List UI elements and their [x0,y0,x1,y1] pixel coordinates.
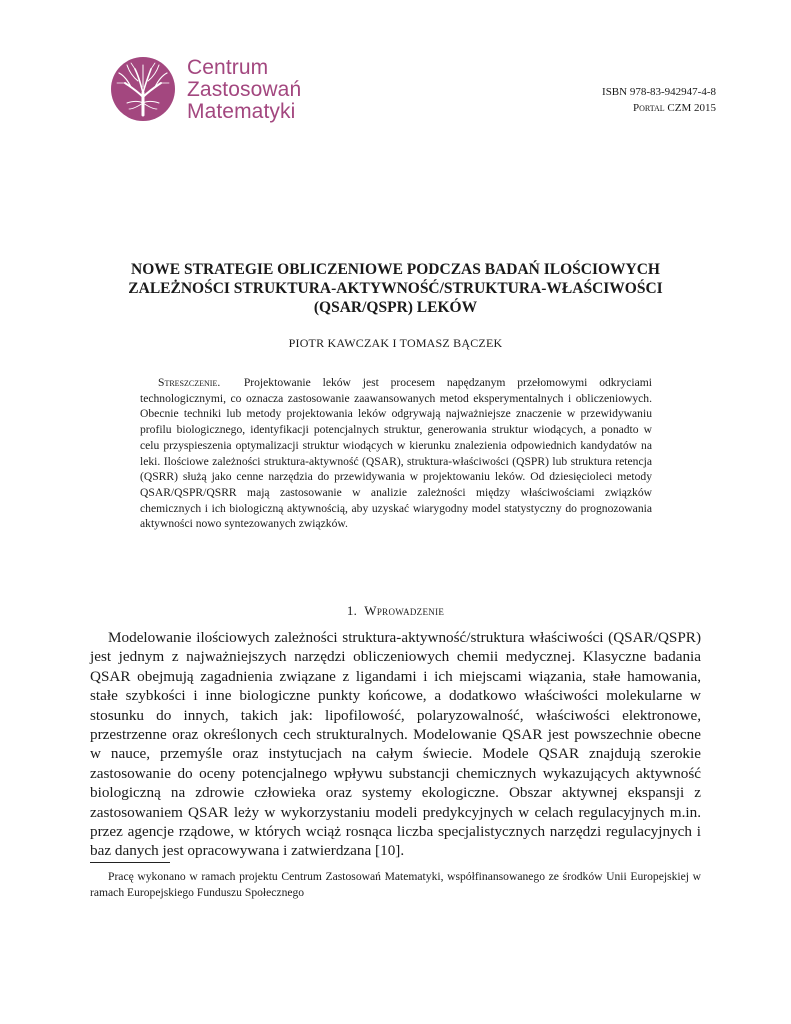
logo-wordmark [187,57,301,123]
title-line-2: ZALEŻNOŚCI STRUKTURA-AKTYWNOŚĆ/STRUKTURA-WŁAŚCIWOŚCI [128,280,663,297]
isbn: ISBN 978-83-942947-4-8 [602,86,716,98]
title-line-3: (QSAR/QSPR) LEKÓW [313,299,478,316]
authors: PIOTR KAWCZAK I TOMASZ BĄCZEK [288,336,503,350]
abstract [140,375,652,532]
logo-line-3: Matematyki [187,100,296,123]
portal-label: Portal CZM 2015 [633,102,716,114]
body-paragraph: Modelowanie ilościowych zależności struktura-aktywność/struktura właściwości (QSAR/QSPR) jest jednym z najważniejszych narzędzi obliczeniowych chemii medycznej. Klasyczne badania QSAR obejmują zagadnienia związane z ligandami i ich miejscami wiązania, stałe hamowania, stałe szybkości i inne biologiczne punkty końcowe, a dodatkowo właściwości molekularne w stosunku do innych, takich jak: lipofilowość, polaryzowalność, właściwości elektronowe, przestrzenne oraz określonych cech strukturalnych. Modelowanie QSAR jest powszechnie obecne w nauce, przemyśle oraz instytucjach na całym świecie. Modele QSAR znajdują szerokie zastosowanie do oceny potencjalnego wpływu substancji chemicznych wykazujących aktywność biologiczną na zdrowie człowieka oraz systemy ekologiczne. Obszar aktywnej ekspansji z zastosowaniem QSAR leży w wykorzystaniu modeli predykcyjnych w celach regulacyjnych m.in. przez agencje rządowe, w których wciąż rosnąca liczba specjalistycznych narzędzi regulacyjnych i baz danych jest opracowywana i zatwierdzana [10]. [90,629,701,860]
tree-icon [111,57,175,121]
section-number: 1. [346,603,358,618]
logo-line-2: Zastosowań [187,78,302,101]
paper-title [90,260,701,317]
section-heading [90,603,701,619]
logo [111,57,311,125]
footnote-rule [90,862,170,863]
abstract-text: Projektowanie leków jest procesem napędzanym przełomowymi odkryciami technologicznymi, co oznacza zastosowanie zaawansowanych metod eksperymentalnych i obliczeniowych. Obecnie techniki lub metody projektowania leków odgrywają najważniejsze znaczenie w przewidywaniu profilu biologicznego, identyfikacji potencjalnych struktur, generowania struktur wiodących, a ponadto w celu przyspieszenia optymalizacji struktur wiodących w kierunku znalezienia odpowiednich kandydatów na leki. Ilościowe zależności struktura-aktywność (QSAR), struktura-właściwości (QSPR) lub struktura retencja (QSRR) służą jako cenne narzędzia do przewidywania w projektowaniu leków. Od dziesięcioleci metody QSAR/QSPR/QSRR mają zastosowanie w analizie zależności między właściwościami związków chemicznych i ich biologiczną aktywnością, aby uzyskać wiarygodny model statystyczny do prognozowania aktywności nowo syntezowanych związków. [140,376,652,531]
footnote: Pracę wykonano w ramach projektu Centrum Zastosowań Matematyki, współfinansowanego ze środków Unii Europejskiej w ramach Europejskiego Funduszu Społecznego [90,870,701,899]
publication-meta [602,84,716,116]
title-line-1: NOWE STRATEGIE OBLICZENIOWE PODCZAS BADAŃ ILOŚCIOWYCH [131,261,660,278]
abstract-label: Streszczenie. [158,376,221,389]
logo-line-1: Centrum [187,56,269,79]
section-title: Wprowadzenie [364,603,445,618]
